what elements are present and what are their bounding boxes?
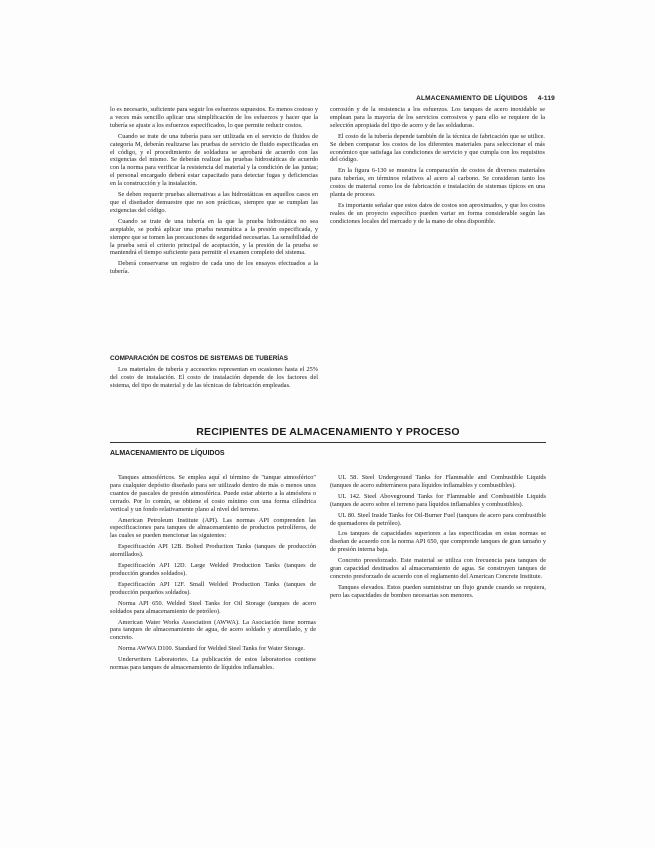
paragraph: Norma AWWA D100. Standard for Welded Steel Tanks for Water Storage. xyxy=(118,645,305,653)
paragraph: Los tanques de capacidades superiores a las especificadas en estas normas se diseñan de acuerdo con la norma API 650, que comprende tanques de gran tamaño y de presión interna baja. xyxy=(330,530,546,554)
paragraph: Cuando se trate de una tubería en la que la prueba hidrostática no sea aceptable, se podrá aplicar una prueba neumática a la presión especificada, y siempre que se tomen las precauciones de seguridad necesarias. La sensibilidad de la prueba será el criterio principal de aceptación, y la presión de la prueba se mantendrá el tiempo suficiente para permitir el examen completo del sistema. xyxy=(110,217,318,257)
paragraph: Underwriters Laboratories. La publicación de estos laboratorios contiene normas para tanques de almacenamiento de líquidos inflamables. xyxy=(110,656,316,672)
paragraph: El costo de la tubería depende también de la técnica de fabricación que se utilice. Se deben comparar los costos de los diferentes materiales para seleccionar el más económico que satisfaga las condiciones de servicio y que cumpla con los requisitos del código. xyxy=(330,132,545,164)
paragraph: Deberá conservarse un registro de cada uno de los ensayos efectuados a la tubería. xyxy=(110,260,318,276)
paragraph: Se deben requerir pruebas alternativas a las hidrostáticas en aquellos casos en que el diseñador demuestre que no son prácticas, siempre que se cumplan las exigencias del código. xyxy=(110,191,318,214)
section-title: RECIPIENTES DE ALMACENAMIENTO Y PROCESO xyxy=(196,426,460,438)
paragraph: En la figura 6-130 se muestra la comparación de costos de diversos materiales para tuberías, en términos relativos al acero al carbono. Se consideran tanto los costos de material como los de fabricación e instalación de sistemas típicos en una planta de proceso. xyxy=(330,167,545,199)
paragraph: Especificación API 12D. Large Welded Production Tanks (tanques de producción grandes soldados). xyxy=(110,562,316,577)
paragraph: lo es necesario, suficiente para seguir los esfuerzos supuestos. Es menos costoso y a veces más sencillo aplicar una simplificación de los esfuerzos y hacer que la tubería se ajuste a los esfuerzos especificados, lo que permite reducir costos. xyxy=(110,106,318,129)
paragraph: Cuando se trate de una tubería para ser utilizada en el servicio de fluidos de categoría M, deberán realizarse las pruebas de servicio de fluido especificadas en el código, y el procedimiento de soldadura se aprobará de acuerdo con las exigencias del mismo. Se deberán realizar las pruebas hidrostáticas de acuerdo con la norma para verificar la resistencia del material y la condición de las juntas; el personal encargado deberá estar capacitado para detectar fugas y deficiencias en la construcción y la instalación. xyxy=(110,132,318,188)
paragraph: Tanques elevados. Estos pueden suministrar un flujo grande cuando se requiera, pero las capacidades de bombeo necesarias son menores. xyxy=(330,583,546,599)
bottom-right-column xyxy=(330,474,546,844)
bottom-left-column xyxy=(110,474,316,844)
subsection-title: ALMACENAMIENTO DE LÍQUIDOS xyxy=(110,450,225,457)
paragraph: Es importante señalar que estos datos de costos son aproximados, y que los costos reales de un proyecto específico pueden variar en forma considerable según las condiciones locales del mercado y de la mano de obra disponible. xyxy=(330,201,545,225)
costs-heading: COMPARACIÓN DE COSTOS DE SISTEMAS DE TUBERÍAS xyxy=(110,355,289,362)
running-header-title: ALMACENAMIENTO DE LÍQUIDOS xyxy=(416,95,528,102)
paragraph: corrosión y de la resistencia a los esfuerzos. Los tanques de acero inoxidable se emplean para la mayoría de los servicios corrosivos y para ello se requiere de la selección apropiada del tipo de acero y de las soldaduras. xyxy=(330,106,545,129)
top-left-column xyxy=(110,106,318,352)
paragraph: UL 58. Steel Underground Tanks for Flammable and Combustible Liquids (tanques de acero subterráneos para líquidos inflamables y combustibles). xyxy=(330,474,546,489)
paragraph: Norma API 650. Welded Steel Tanks for Oil Storage (tanques de acero soldados para almacenamiento de petróleo). xyxy=(110,599,316,615)
running-header xyxy=(416,95,555,102)
costs-section xyxy=(110,366,318,390)
page-number: 4-119 xyxy=(537,95,555,102)
paragraph: UL 142. Steel Aboveground Tanks for Flammable and Combustible Liquids (tanques de acero sobre el terreno para líquidos inflamables y combustibles). xyxy=(330,492,546,508)
paragraph: American Petroleum Institute (API). Las normas API comprenden las especificaciones para tanques de almacenamiento de productos petrolíferos, de las cuales se pueden mencionar las siguientes: xyxy=(110,516,316,540)
paragraph: Especificación API 12F. Small Welded Production Tanks (tanques de producción pequeños soldados). xyxy=(110,580,316,596)
section-divider xyxy=(110,442,546,443)
paragraph: Concreto preesforzado. Este material se utiliza con frecuencia para tanques de gran capacidad destinados al almacenamiento de agua. Se construyen tanques de concreto presforzado de acuerdo con el reglamento del American Concrete Institute. xyxy=(330,557,546,580)
paragraph: Tanques atmosféricos. Se emplea aquí el término de "tanque atmosférico" para cualquier depósito diseñado para ser utilizado dentro de más o menos unos cuantos de pascales de presión atmosférica. Puede estar abierto a la atmósfera o cerrado. Por lo común, se obtiene el costo mínimo con una forma cilíndrica vertical y un fondo relativamente plano al nivel del terreno. xyxy=(110,474,316,513)
paragraph: Los materiales de tubería y accesorios representan en ocasiones hasta el 25% del costo de instalación. El costo de instalación depende de los factores del sistema, del tipo de material y de las técnicas de fabricación empleadas. xyxy=(110,366,318,389)
paragraph: Especificación API 12B. Bolted Production Tanks (tanques de producción atornillados). xyxy=(110,543,316,559)
paragraph: American Water Works Association (AWWA). La Asociación tiene normas para tanques de almacenamiento de agua, de acero soldado y atornillado, y de concreto. xyxy=(110,618,316,642)
top-right-column xyxy=(330,106,545,388)
paragraph: UL 80. Steel Inside Tanks for Oil-Burner Fuel (tanques de acero para combustible de quemadores de petróleo). xyxy=(330,511,546,527)
